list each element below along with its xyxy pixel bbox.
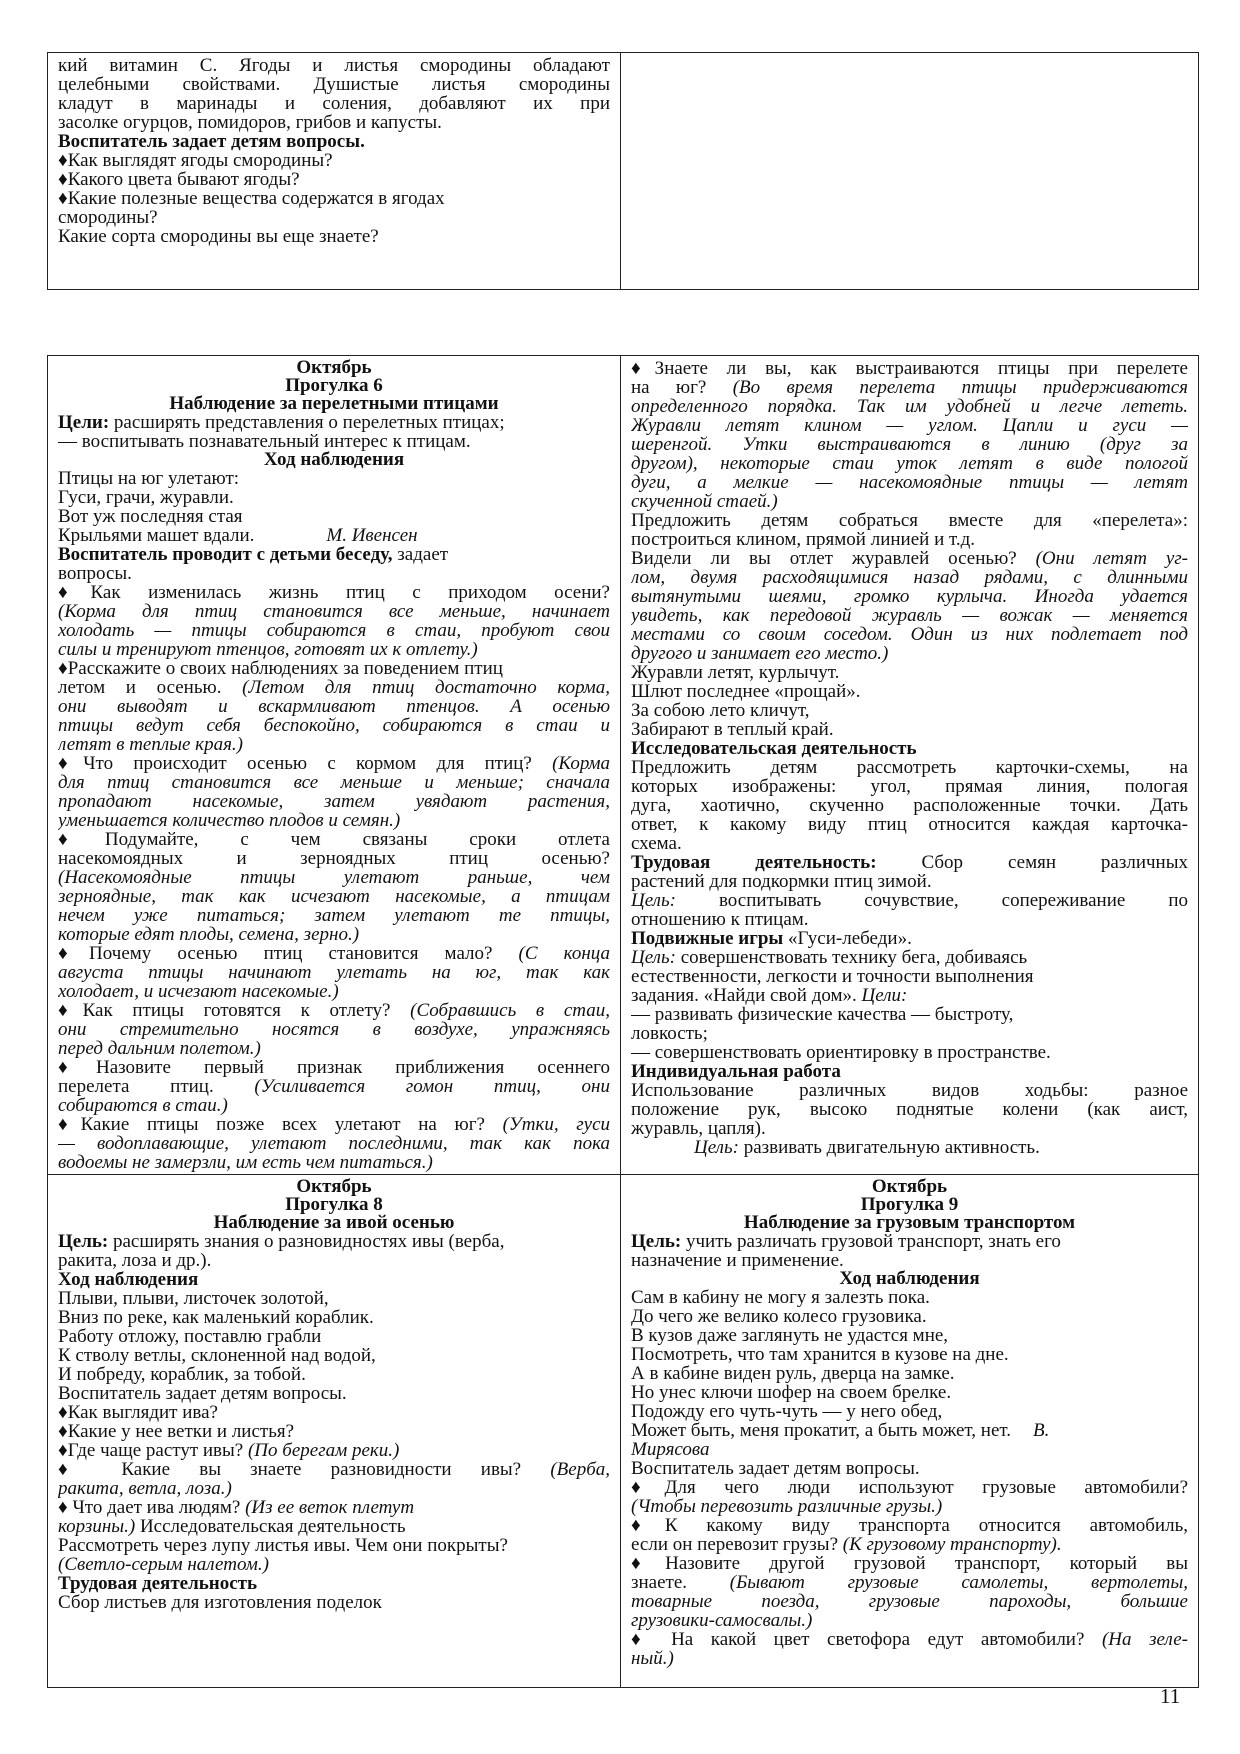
text: развивать двигательную активность. [738, 1138, 1040, 1157]
walk6-cell [48, 356, 621, 1175]
answer: холодает, и исчезают насекомые.) [58, 982, 339, 1001]
text-line [631, 986, 1188, 1005]
answer: нечем уже питаться; затем улетают те птицы, [58, 906, 610, 925]
goal-label: Цель: [631, 948, 676, 967]
goal-line [631, 1232, 1188, 1251]
walk-title: Прогулка 8 [285, 1194, 383, 1215]
answer: лом, двумя расходящимися назад рядами, с длинными [631, 568, 1188, 587]
question [631, 378, 1188, 397]
question: ♦Назовите первый признак приближения осеннего [58, 1058, 610, 1077]
question [58, 1001, 610, 1020]
text-line [631, 891, 1188, 910]
text-line: засолке огурцов, помидоров, грибов и капусты. [58, 113, 442, 132]
text-line: Сбор листьев для изготовления поделок [58, 1593, 382, 1612]
question [58, 678, 610, 697]
text: если он перевозит грузы? [631, 1535, 839, 1554]
section-heading: Ход наблюдения [839, 1268, 980, 1289]
answer: грузовики-самосвалы.) [631, 1611, 813, 1630]
text-line [631, 948, 1188, 967]
text-line: ловкость; [631, 1024, 708, 1043]
text-line: — развивать физические качества — быстроту, [631, 1005, 1014, 1024]
poem-line [631, 1421, 1188, 1440]
text-line: вопросы. [58, 564, 132, 583]
question [58, 754, 610, 773]
answer: для птиц становится все меньше и меньше; сначала [58, 773, 610, 792]
text: совершенствовать технику бега, добиваясь [675, 948, 1028, 967]
question: ♦Назовите другой грузовой транспорт, который вы [631, 1554, 1188, 1573]
month-heading: Октябрь [296, 357, 372, 378]
poem-line: За собою лето кличут, [631, 701, 810, 720]
text: ♦ Что дает ива людям? [58, 1498, 241, 1517]
poem-author: В. [1033, 1421, 1050, 1440]
question: насекомоядных и зерноядных птиц осенью? [58, 849, 610, 868]
section-heading: Ход наблюдения [58, 1270, 199, 1289]
goal-line [58, 1232, 610, 1251]
goal-line: назначение и применение. [631, 1251, 844, 1270]
text-line: — совершенствовать ориентировку в пространстве. [631, 1043, 1051, 1062]
text: летом и осенью. [58, 678, 222, 697]
text-line [58, 545, 610, 564]
question [58, 1115, 610, 1134]
question: ♦Как изменилась жизнь птиц с приходом осени? [58, 583, 610, 602]
answer: водоемы не замерзли, им есть чем питаться.) [58, 1153, 433, 1172]
answer: вытянутыми шеями, громко курлыча. Иногда удается [631, 587, 1188, 606]
text-line [58, 1517, 610, 1536]
text: воспитывать сочувствие, сопереживание по [675, 891, 1188, 910]
answer: ный.) [631, 1649, 674, 1668]
poem-line: Вот уж последняя стая [58, 507, 243, 526]
section-heading: Исследовательская деятельность [631, 739, 917, 758]
section-heading: Подвижные игры [631, 929, 784, 948]
text-line [631, 853, 1188, 872]
poem-line: Подожду его чуть-чуть — у него обед, [631, 1402, 943, 1421]
answer: (Усиливается гомон птиц, они [213, 1077, 610, 1096]
answer: уменьшается количество плодов и семян.) [58, 811, 401, 830]
poem-text: Может быть, меня прокатит, а быть может, нет. [631, 1421, 1012, 1440]
walk-title: Прогулка 6 [285, 375, 383, 396]
text: задания. «Найди свой дом». [631, 986, 857, 1005]
answer: — водоплавающие, улетают последними, так как пока [58, 1134, 610, 1153]
answer: зерноядные, так как исчезают насекомые, а птицам [58, 887, 610, 906]
answer: они выводят и вскармливают птенцов. А осенью [58, 697, 610, 716]
goal-text: расширять представления о перелетных птицах; [109, 413, 505, 432]
answer: ракита, ветла, лоза.) [58, 1479, 232, 1498]
section-heading: Трудовая деятельность [58, 1574, 258, 1593]
question: ♦Как выглядят ягоды смородины? [58, 151, 333, 170]
answer: другого и занимает его место.) [631, 644, 889, 663]
answer: товарные поезда, грузовые пароходы, большие [631, 1592, 1188, 1611]
goal-label: Цель: [694, 1138, 739, 1157]
poem-line: Сам в кабину не могу я залезть пока. [631, 1288, 930, 1307]
question: ♦Какие полезные вещества содержатся в ягодах [58, 189, 445, 208]
poem-line: Работу отложу, поставлю грабли [58, 1327, 322, 1346]
text-line: Использование различных видов ходьбы: разное [631, 1081, 1188, 1100]
answer: (К грузовому транспорту). [838, 1535, 1062, 1554]
text: перелета птиц. [58, 1077, 214, 1096]
poem-line: Гуси, грачи, журавли. [58, 488, 234, 507]
currant-text-cell [48, 53, 621, 290]
poem-line: Забирают в теплый край. [631, 720, 834, 739]
goal-text: расширять знания о разновидностях ивы (верба, [108, 1232, 505, 1251]
question [58, 1441, 610, 1460]
main-table [47, 355, 1199, 1688]
poem-line: Птицы на юг улетают: [58, 469, 240, 488]
question: ♦Подумайте, с чем связаны сроки отлета [58, 830, 610, 849]
poem-author: М. Ивенсен [326, 526, 418, 545]
text-line [631, 1138, 1188, 1157]
poem-line: Но унес ключи шофер на своем брелке. [631, 1383, 952, 1402]
walk-subtitle: Наблюдение за ивой осенью [213, 1212, 455, 1233]
answer: (Во время перелета птицы придерживаются [706, 378, 1188, 397]
poem-line: Плыви, плыви, листочек золотой, [58, 1289, 329, 1308]
text: Исследовательская деятельность [135, 1517, 406, 1536]
text-line: Предложить детям рассмотреть карточки-схемы, на [631, 758, 1188, 777]
answer: корзины.) [58, 1517, 136, 1536]
text: ♦Как птицы готовятся к отлету? [58, 1001, 391, 1020]
question: ♦Как выглядит ива? [58, 1403, 218, 1422]
answer: (Насекомоядные птицы улетают раньше, чем [58, 868, 610, 887]
question: ♦Какого цвета бывают ягоды? [58, 170, 300, 189]
question [58, 1498, 610, 1517]
answer: (С конца [492, 944, 610, 963]
poem-line: И побреду, кораблик, за тобой. [58, 1365, 306, 1384]
section-heading: Воспитатель задает детям вопросы. [58, 132, 365, 151]
text: ♦ Какие вы знаете разновидности ивы? [58, 1460, 522, 1479]
text: ♦Что происходит осенью с кормом для птиц? [58, 754, 532, 773]
poem-line: Шлют последнее «прощай». [631, 682, 861, 701]
bold-text: Воспитатель проводит с детьми беседу, [58, 545, 393, 564]
poem-line: К стволу ветлы, склоненной над водой, [58, 1346, 376, 1365]
question [631, 1573, 1188, 1592]
poem-line: В кузов даже заглянуть не удастся мне, [631, 1326, 949, 1345]
answer: перед дальним полетом.) [58, 1039, 261, 1058]
answer: (Чтобы перевозить различные грузы.) [631, 1497, 943, 1516]
page-number: 11 [1160, 1684, 1181, 1708]
answer: они стремительно носятся в воздухе, упражняясь [58, 1020, 610, 1039]
answer: (Корма [531, 754, 610, 773]
poem-author: Мирясова [631, 1440, 710, 1459]
text-line: растений для подкормки птиц зимой. [631, 872, 932, 891]
text-line: ответ, к какому виду птиц относится каждая карточка- [631, 815, 1188, 834]
text: Сбор семян различных [876, 853, 1188, 872]
answer: (Верба, [521, 1460, 610, 1479]
question [58, 1460, 610, 1479]
answer: (Из ее веток плетут [240, 1498, 415, 1517]
section-heading: Трудовая деятельность: [631, 853, 877, 872]
text-line: отношению к птицам. [631, 910, 809, 929]
text-line: дуга, хаотично, скученно расположенные точки. Дать [631, 796, 1188, 815]
text-line [631, 929, 1188, 948]
section-heading: Ход наблюдения [263, 449, 405, 470]
question: Какие сорта смородины вы еще знаете? [58, 227, 379, 246]
poem-line: Посмотреть, что там хранится в кузове на дне. [631, 1345, 1009, 1364]
walk9-cell [621, 1175, 1199, 1688]
goal-label: Цели: [856, 986, 908, 1005]
poem-line: Вниз по реке, как маленький кораблик. [58, 1308, 374, 1327]
answer: августа птицы начинают улетать на юг, так как [58, 963, 610, 982]
question: ♦Расскажите о своих наблюдениях за поведением птиц [58, 659, 503, 678]
answer: которые едят плоды, семена, зерно.) [58, 925, 360, 944]
answer: (Летом для птиц достаточно корма, [221, 678, 610, 697]
goal-label: Цели: [58, 413, 110, 432]
answer: местами со своим соседом. Один из них подлетает под [631, 625, 1188, 644]
answer: (Светло-серым налетом.) [58, 1555, 269, 1574]
text: ♦Где чаще растут ивы? [58, 1441, 244, 1460]
walk6-continued-cell [621, 356, 1199, 1175]
goal-line [58, 413, 610, 432]
question: ♦Для чего люди используют грузовые автомобили? [631, 1478, 1188, 1497]
question [58, 944, 610, 963]
answer: (Корма для птиц становится все меньше, начинает [58, 602, 610, 621]
text-line: Воспитатель задает детям вопросы. [631, 1459, 920, 1478]
answer: определенного порядка. Так им удобней и легче лететь. [631, 397, 1188, 416]
question [58, 1077, 610, 1096]
text-line: схема. [631, 834, 682, 853]
answer: Журавли летят клином — углом. Цапли и гуси — [631, 416, 1188, 435]
question [631, 1630, 1188, 1649]
text: ♦ На какой цвет светофора едут автомобили? [631, 1630, 1085, 1649]
answer: другом), некоторые стаи уток летят в виде пологой [631, 454, 1188, 473]
answer: шеренгой. Утки выстраиваются в линию (друг за [631, 435, 1188, 454]
walk-subtitle: Наблюдение за грузовым транспортом [743, 1212, 1076, 1233]
text: ♦Почему осенью птиц становится мало? [58, 944, 493, 963]
answer: пропадают насекомые, затем увядают растения, [58, 792, 610, 811]
goal-label: Цель: [631, 891, 676, 910]
answer: дуги, а мелкие — насекомоядные птицы — летят [631, 473, 1188, 492]
poem-text: Крыльями машет вдали. [58, 526, 255, 545]
goal-text: учить различать грузовой транспорт, знать его [681, 1232, 1061, 1251]
text: ♦Какие птицы позже всех улетают на юг? [58, 1115, 485, 1134]
text-line: кий витамин С. Ягоды и листья смородины обладают [58, 56, 610, 75]
answer: (Утки, гуси [484, 1115, 610, 1134]
answer: холодать — птицы собираются в стаи, пробуют свои [58, 621, 610, 640]
walk-title: Прогулка 9 [860, 1194, 959, 1215]
text-line: кладут в маринады и соления, добавляют их при [58, 94, 610, 113]
answer: (Они летят уг- [1016, 549, 1188, 568]
text-line: которых изображены: угол, прямая линия, пологая [631, 777, 1188, 796]
question: смородины? [58, 208, 158, 227]
month-heading: Октябрь [871, 1176, 948, 1197]
empty-cell [621, 53, 1199, 290]
question: ♦Знаете ли вы, как выстраиваются птицы при перелете [631, 359, 1188, 378]
text-line: естественности, легкости и точности выполнения [631, 967, 1034, 986]
answer: летят в теплые края.) [58, 735, 243, 754]
text-line: Воспитатель задает детям вопросы. [58, 1384, 347, 1403]
text-line: Рассмотреть через лупу листья ивы. Чем они покрыты? [58, 1536, 508, 1555]
text: задает [392, 545, 449, 564]
question [631, 549, 1188, 568]
goal-label: Цель: [631, 1232, 682, 1251]
answer: скученной стаей.) [631, 492, 778, 511]
answer: (По берегам реки.) [243, 1441, 400, 1460]
text-line: целебными свойствами. Душистые листья смородины [58, 75, 610, 94]
walk8-cell [48, 1175, 621, 1688]
top-table [47, 52, 1199, 290]
answer: силы и тренируют птенцов, готовят их к отлету.) [58, 640, 478, 659]
answer: увидеть, как передовой журавль — вожак — меняется [631, 606, 1188, 625]
text-line: положение рук, высоко поднятые колени (как аист, [631, 1100, 1188, 1119]
goal-line: ракита, лоза и др.). [58, 1251, 212, 1270]
month-heading: Октябрь [296, 1176, 372, 1197]
text: Видели ли вы отлет журавлей осенью? [631, 549, 1017, 568]
goal-line: — воспитывать познавательный интерес к птицам. [58, 432, 471, 451]
answer: собираются в стаи.) [58, 1096, 228, 1115]
poem-line: До чего же велико колесо грузовика. [631, 1307, 927, 1326]
answer: (Собравшись в стаи, [390, 1001, 610, 1020]
goal-label: Цель: [58, 1232, 109, 1251]
text-line: Предложить детям собраться вместе для «перелета»: [631, 511, 1188, 530]
answer: птицы ведут себя беспокойно, собираются в стаи и [58, 716, 610, 735]
answer: (Бывают грузовые самолеты, вертолеты, [687, 1573, 1188, 1592]
text: на юг? [631, 378, 707, 397]
text-line: построиться клином, прямой линией и т.д. [631, 530, 976, 549]
walk-subtitle: Наблюдение за перелетными птицами [169, 393, 499, 414]
text-line: журавль, цапля). [631, 1119, 766, 1138]
poem-line: Журавли летят, курлычут. [631, 663, 840, 682]
section-heading: Индивидуальная работа [631, 1062, 841, 1081]
text: «Гуси-лебеди». [783, 929, 912, 948]
question [631, 1535, 1188, 1554]
question: ♦Какие у нее ветки и листья? [58, 1422, 295, 1441]
poem-line [58, 526, 610, 545]
answer: (На зеле- [1084, 1630, 1188, 1649]
poem-line: А в кабине виден руль, дверца на замке. [631, 1364, 955, 1383]
text: знаете. [631, 1573, 688, 1592]
question: ♦К какому виду транспорта относится автомобиль, [631, 1516, 1188, 1535]
